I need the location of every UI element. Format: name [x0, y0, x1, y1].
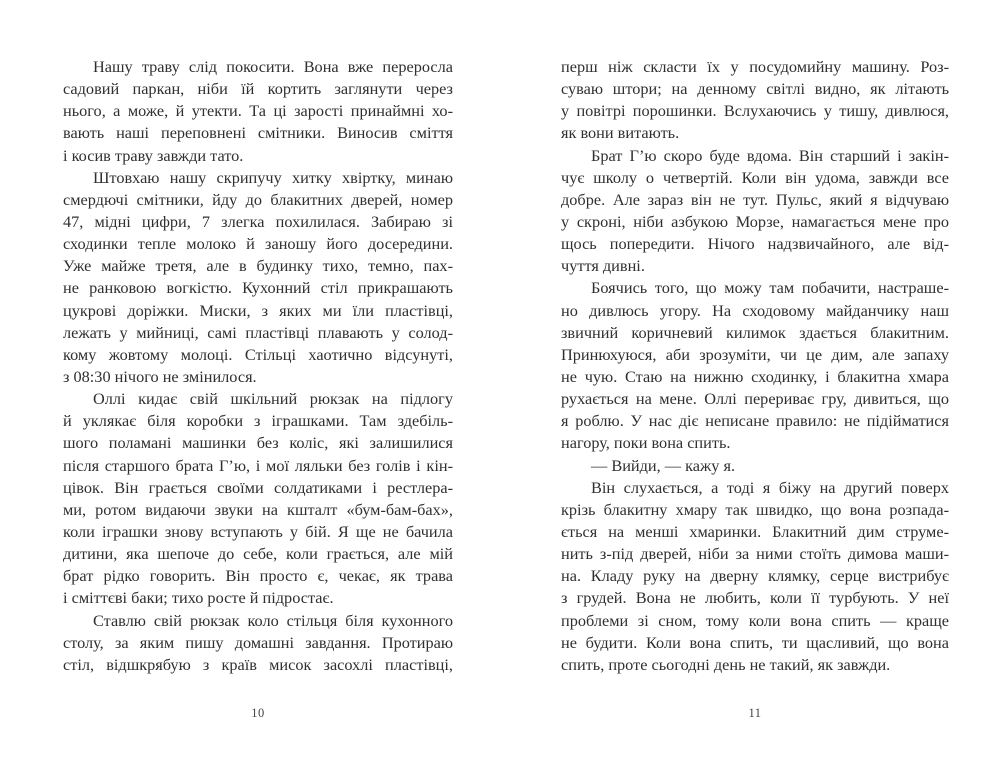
- text-line: з 08:30 нічого не змінилося.: [63, 366, 257, 386]
- text-line: спить, проте сьогодні день не такий, як завжди.: [561, 654, 891, 674]
- text-line: нагору, поки вона спить.: [561, 433, 731, 453]
- text-line: я роблю. У нас діє неписане правило: не підійматися: [561, 411, 949, 431]
- paragraph: [63, 610, 453, 676]
- text-line: крізь блакитну хмару так швидко, що вона розпада-: [561, 499, 949, 519]
- text-line: добре. Але зараз він не тут. Пульс, який я відчуваю: [561, 189, 949, 209]
- text-line: не чую. Стаю на нижню сходинку, і блакитна хмара: [561, 366, 949, 386]
- text-line: щось попередити. Нічого надзвичайного, але від-: [561, 234, 949, 254]
- text-line: брат рідко говорить. Він просто є, чекає, як трава: [63, 566, 453, 586]
- text-line: но дивлюсь угору. На сходовому майданчику наш: [561, 300, 949, 320]
- text-line: коли іграшки знову вступають у бій. Я ще не бачила: [63, 521, 453, 541]
- paragraph: [561, 455, 949, 477]
- text-line: Оллі кидає свій шкільний рюкзак на підлогу: [93, 389, 453, 409]
- text-line: Уже майже третя, але в будинку тихо, темно, пах-: [63, 256, 453, 276]
- text-line: столу, за яким пишу домашні завдання. Протираю: [63, 632, 453, 652]
- text-line: і сміттєві баки; тихо росте й підростає.: [63, 588, 334, 608]
- text-line: садовий паркан, ніби їй кортить заглянути через: [63, 79, 453, 99]
- text-line: дитини, яка шепоче до себе, коли грається, але мій: [63, 544, 453, 564]
- text-line: у повітрі порошинки. Вслухаючись у тишу, дивлюся,: [561, 101, 949, 121]
- text-line: ми, ротом видаючи звуки на кшталт «бум-бам-бах»,: [63, 499, 453, 519]
- text-line: Боячись того, що можу там побачити, настраше-: [591, 278, 949, 298]
- text-line: з грудей. Вона не любить, коли її турбують. У неї: [561, 588, 949, 608]
- text-line: нього, а може, й утекти. Та ці зарості принаймні хо-: [63, 101, 453, 121]
- text-line: звичний коричневий килимок здається блакитним.: [561, 322, 949, 342]
- page-text-left: [63, 56, 453, 676]
- text-line: сходинки тепле молоко й заношу його досередини.: [63, 234, 453, 254]
- text-line: шого поламані машинки без коліс, які залишилися: [63, 433, 453, 453]
- text-line: ється на менші хмаринки. Блакитний дим струме-: [561, 521, 949, 541]
- book-page-right: [561, 56, 949, 720]
- text-line: суваю штори; на денному світлі видно, як літають: [561, 79, 949, 99]
- text-line: у скроні, ніби азбукою Морзе, намагається мене про: [561, 211, 949, 231]
- text-line: вають наші переповнені смітники. Виносив сміття: [63, 123, 453, 143]
- paragraph: [561, 277, 949, 454]
- paragraph: [63, 167, 453, 388]
- text-line: і косив траву завжди тато.: [63, 145, 244, 165]
- text-line: рухається на мене. Оллі перериває гру, дивиться, що: [561, 389, 949, 409]
- text-line: проблеми зі сном, тому коли вона спить — краще: [561, 610, 949, 630]
- text-line: смердючі смітники, йду до блакитних дверей, номер: [63, 189, 453, 209]
- page-number-left: 10: [251, 706, 265, 720]
- text-line: Брат Г’ю скоро буде вдома. Він старший і закін-: [591, 145, 949, 165]
- paragraph: [63, 388, 453, 609]
- text-line: після старшого брата Г’ю, і мої ляльки без голів і кін-: [63, 455, 453, 475]
- text-line: нить з-під дверей, ніби за ними стоїть димова маши-: [561, 544, 949, 564]
- text-line: Ставлю свій рюкзак коло стільця біля кухонного: [93, 610, 453, 630]
- paragraph: [561, 145, 949, 278]
- text-line: на. Кладу руку на дверну клямку, серце вистрибує: [561, 566, 949, 586]
- text-line: не ранковою вогкістю. Кухонний стіл прикрашають: [63, 278, 453, 298]
- text-line: й уклякає біля коробки з іграшками. Там здебіль-: [63, 411, 453, 431]
- text-line: Принюхуюся, аби зрозуміти, чи це дим, але запаху: [561, 344, 949, 364]
- paragraph: [561, 56, 949, 145]
- text-line: Штовхаю нашу скрипучу хитку хвіртку, минаю: [93, 167, 453, 187]
- text-line: лежать у мийниці, самі пластівці плавають у солод-: [63, 322, 453, 342]
- text-line: Він слухається, а тоді я біжу на другий поверх: [591, 477, 949, 497]
- text-line: чує школу о четвертій. Коли він удома, завжди все: [561, 167, 949, 187]
- book-page-left: [63, 56, 453, 720]
- text-line: цівок. Він грається своїми солдатиками і рестлера-: [63, 477, 453, 497]
- text-line: кому жовтому молоці. Стільці хаотично відсунуті,: [63, 344, 453, 364]
- text-line: як вони витають.: [561, 123, 680, 143]
- text-line: не будити. Коли вона спить, ти щасливий, що вона: [561, 632, 949, 652]
- text-line: 47, мідні цифри, 7 злегка похилилася. Забираю зі: [63, 211, 453, 231]
- paragraph: [561, 477, 949, 676]
- text-line: цукрові доріжки. Миски, з яких ми їли пластівці,: [63, 300, 453, 320]
- text-line: стіл, відшкрябую з країв мисок засохлі пластівці,: [63, 654, 453, 674]
- page-text-right: [561, 56, 949, 676]
- text-line: Нашу траву слід покосити. Вона вже переросла: [93, 57, 453, 76]
- page-number-right: 11: [748, 706, 762, 720]
- paragraph: [63, 56, 453, 167]
- text-line: чуття дивні.: [561, 256, 645, 276]
- text-line: перш ніж скласти їх у посудомийну машину. Роз-: [561, 57, 949, 76]
- text-line: — Вийди, — кажу я.: [591, 455, 736, 475]
